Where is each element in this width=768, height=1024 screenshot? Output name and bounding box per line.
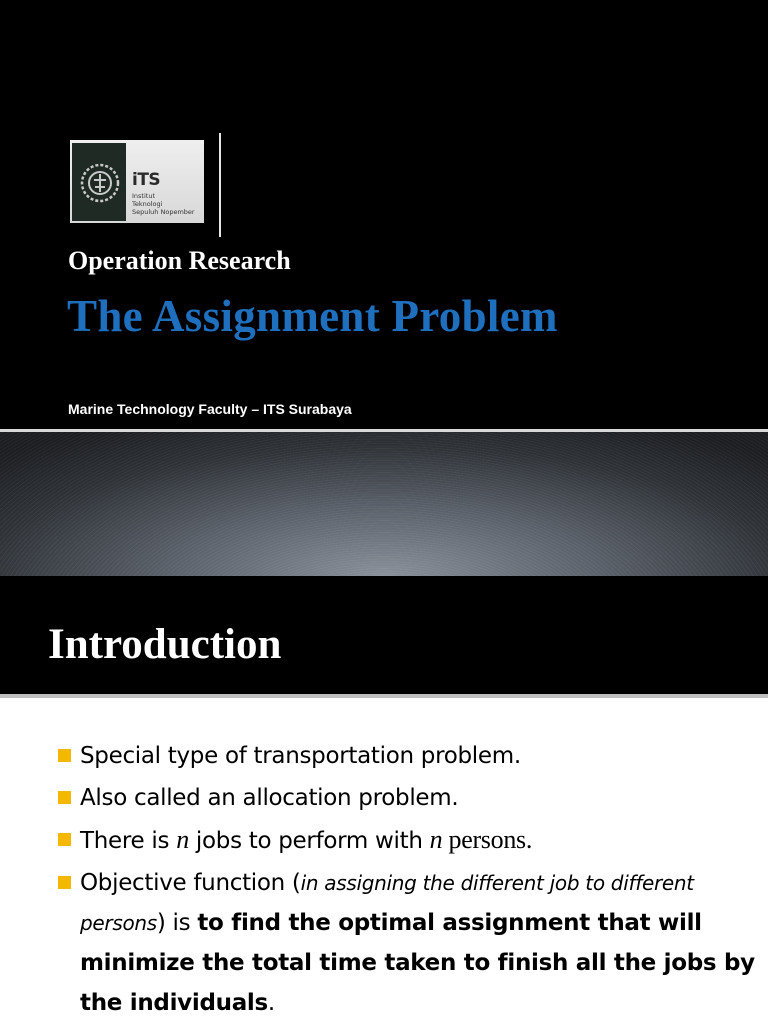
- bullet-item: [58, 778, 758, 818]
- logo-divider: [219, 133, 221, 237]
- seal-icon: [79, 160, 121, 206]
- bullet-text-part: .: [267, 990, 275, 1016]
- bullet-italic-text: in assigning the different job to different persons: [80, 871, 694, 935]
- its-logo: [70, 140, 204, 223]
- bullet-text-part: ) is: [156, 910, 198, 936]
- bullet-text-part: jobs to perform with: [188, 828, 430, 854]
- logo-dark-panel: [72, 143, 126, 221]
- bullet-text: Special type of transportation problem.: [80, 743, 521, 769]
- math-variable: n: [429, 825, 443, 854]
- math-variable: n: [176, 825, 189, 854]
- bullet-text: Also called an allocation problem.: [80, 785, 459, 811]
- slide-header: [0, 576, 768, 694]
- logo-full-name: Institut Teknologi Sepuluh Nopember: [132, 192, 195, 216]
- square-bullet-icon: [58, 749, 71, 762]
- bullet-list: [58, 736, 758, 1024]
- square-bullet-icon: [58, 876, 71, 889]
- bullet-item: [58, 820, 758, 861]
- introduction-slide: [0, 576, 768, 1024]
- header-divider: [0, 694, 768, 698]
- bullet-text-part: There is: [80, 828, 177, 854]
- square-bullet-icon: [58, 791, 71, 804]
- slide-title: Introduction: [48, 621, 282, 668]
- square-bullet-icon: [58, 833, 71, 846]
- slide-title: The Assignment Problem: [67, 291, 558, 341]
- logo-short-name: iTS: [132, 170, 161, 190]
- faculty-line: Marine Technology Faculty – ITS Surabaya: [68, 401, 352, 417]
- slide-subtitle: Operation Research: [68, 246, 291, 275]
- bullet-bold-text: to find the optimal assignment that will minimize the total time taken to finish all the jobs by the individuals: [80, 910, 755, 1016]
- bullet-text-part: Objective function (: [80, 870, 301, 896]
- decorative-band: [0, 432, 768, 576]
- bullet-item: [58, 736, 758, 776]
- math-text: persons.: [442, 825, 533, 854]
- bullet-item: [58, 863, 758, 1023]
